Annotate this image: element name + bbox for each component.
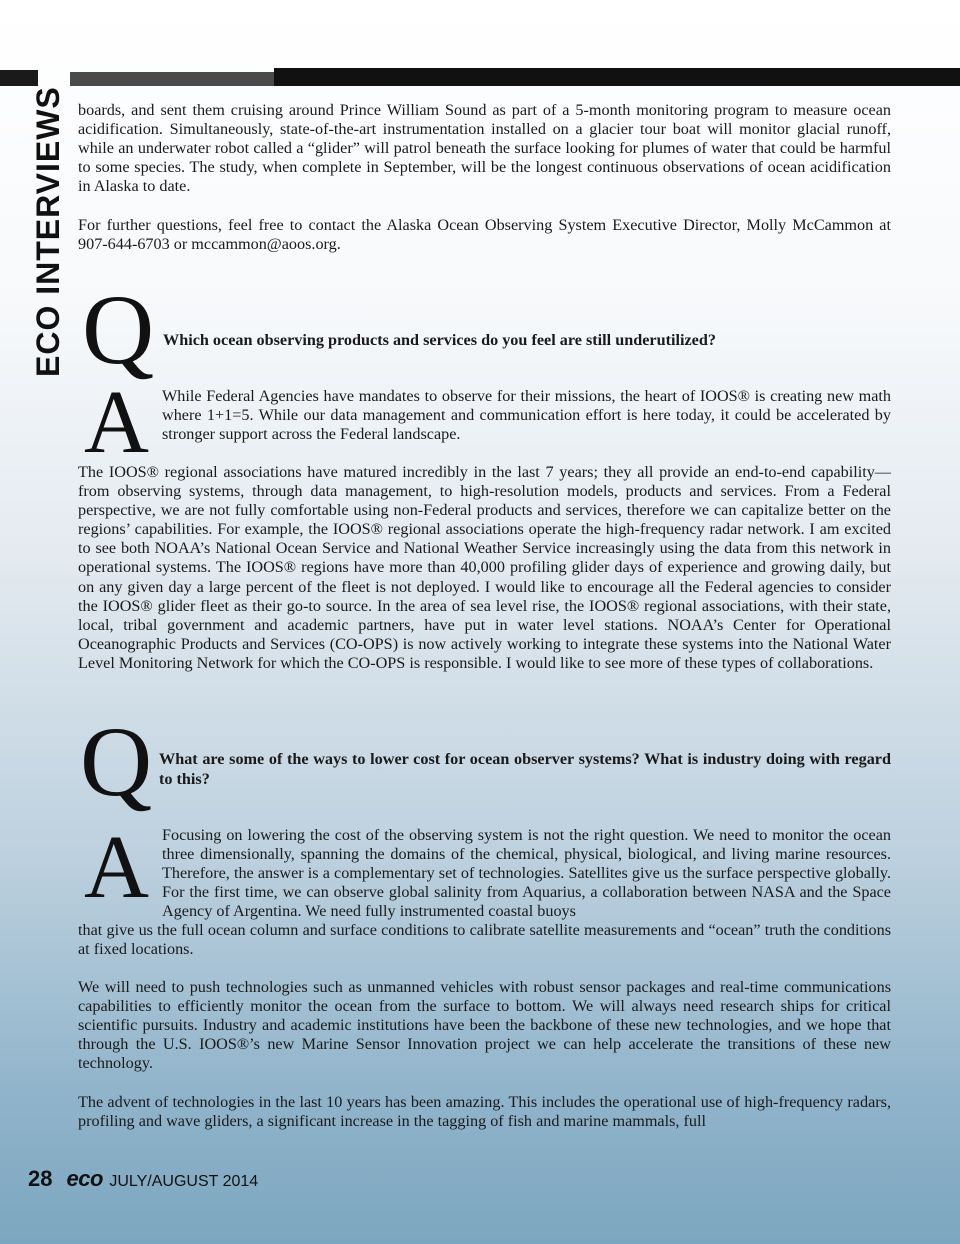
q-dropcap-2: Q [80,706,153,817]
question-1: Which ocean observing products and services do you feel are still underutilized? [163,331,716,349]
question-2: What are some of the ways to lower cost for ocean observer systems? What is industry doing with regard to this? [159,750,891,788]
answer-2-lead: Focusing on lowering the cost of the observing system is not the right question. We need to monitor the ocean three dimensionally, spanning the domains of the chemical, physical, biological, and living marine resources. Therefore, the answer is a complementary set of technologies. Satellites give us the surface perspective globally. For the first time, we can observe global salinity from Aquarius, a collaboration between NASA and the Space Agency of Argentina. We need fully instrumented coastal buoys [162,826,891,921]
header-bar-left [0,70,38,86]
page-footer [28,1166,258,1196]
a-dropcap-2: A [84,818,149,917]
answer-2-continuation: that give us the full ocean column and surface conditions to calibrate satellite measurements and “ocean” truth the conditions at fixed locations. [78,921,891,959]
intro-paragraph-2: For further questions, feel free to contact the Alaska Ocean Observing System Executive Director, Molly McCammon at 907-644-6703 or mccammon@aoos.org. [78,216,891,254]
magazine-logo: eco [66,1166,103,1191]
intro-paragraph-1: boards, and sent them cruising around Prince William Sound as part of a 5-month monitoring program to measure ocean acidification. Simultaneously, state-of-the-art instrumentation installed on a glacier tour boat will monitor glacial runoff, while an underwater robot called a “glider” will patrol beneath the surface looking for plumes of water that could be harmful to some species. The study, when complete in September, will be the longest continuous observations of ocean acidification in Alaska to date. [78,101,891,196]
answer-2-paragraph-2: The advent of technologies in the last 10 years has been amazing. This includes the operational use of high-frequency radars, profiling and wave gliders, a significant increase in the tagging of fish and marine mammals, full [78,1093,891,1131]
answer-1-lead: While Federal Agencies have mandates to observe for their missions, the heart of IOOS® is creating new math where 1+1=5. While our data management and communication effort is here today, it could be accelerated by stronger support across the Federal landscape. [162,387,891,444]
answer-2-paragraph-1: We will need to push technologies such as unmanned vehicles with robust sensor packages and real-time communications capabilities to efficiently monitor the ocean from the surface to bottom. We will always need research ships for critical scientific pursuits. Industry and academic institutions have been the backbone of these new technologies, and we hope that through the U.S. IOOS®’s new Marine Sensor Innovation project we can help accelerate the transitions of these new technology. [78,978,891,1073]
answer-1-paragraph: The IOOS® regional associations have matured incredibly in the last 7 years; they all provide an end-to-end capability—from observing systems, through data management, to high-resolution models, products and services. From a Federal perspective, we are not fully comfortable using non-Federal products and services, therefore we can capitalize better on the regions’ capabilities. For example, the IOOS® regional associations operate the high-frequency radar network. I am excited to see both NOAA’s National Ocean Service and National Weather Service increasingly using the data from this network in operational systems. The IOOS® regions have more than 40,000 profiling glider days of experience and growing daily, but on any given day a large percent of the fleet is not deployed. I would like to encourage all the Federal agencies to consider the IOOS® glider fleet as their go-to source. In the area of sea level rise, the IOOS® regional associations, with their state, local, tribal government and academic partners, have put in water level stations. NOAA’s Center for Operational Oceanographic Products and Services (CO-OPS) is now actively working to integrate these systems into the National Water Level Monitoring Network for which the CO-OPS is responsible. I would like to see more of these types of collaborations. [78,463,891,672]
page-number: 28 [28,1166,53,1191]
header-bar-mid [70,72,274,86]
issue-date: JULY/AUGUST 2014 [109,1173,259,1190]
a-dropcap-1: A [84,373,149,472]
header-bar-right [274,68,960,86]
section-label: ECO INTERVIEWS [30,86,66,377]
q-dropcap-1: Q [82,274,155,385]
